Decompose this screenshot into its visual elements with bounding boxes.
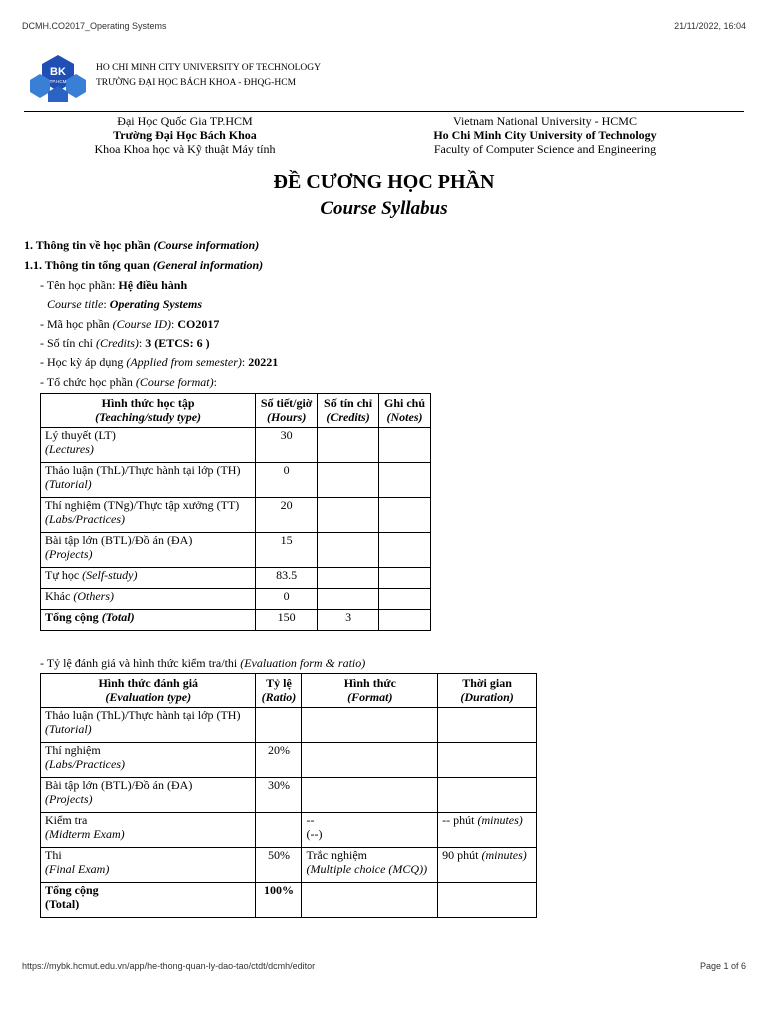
course-id-value: CO2017 — [177, 317, 220, 331]
section-1-en: (Course information) — [153, 238, 260, 252]
vnu-name-en: Vietnam National University - HCMC — [453, 114, 637, 128]
print-url: https://mybk.hcmut.edu.vn/app/he-thong-quan-ly-dao-tao/ctdt/dcmh/editor — [22, 961, 316, 971]
header-hours: Số tiết/giờ (Hours) — [256, 394, 318, 428]
credits-cell — [318, 533, 379, 568]
table-header-row — [41, 394, 431, 428]
hours-cell: 150 — [256, 610, 318, 631]
notes-cell — [379, 589, 431, 610]
faculty-name-vn: Khoa Khoa học và Kỹ thuật Máy tính — [94, 142, 276, 156]
course-name-line — [40, 278, 187, 292]
semester-value: 20221 — [248, 355, 279, 369]
table-total-row — [41, 883, 537, 918]
school-name-en: Ho Chi Minh City University of Technology — [433, 128, 657, 142]
ratio-cell — [256, 708, 302, 743]
study-type-cell: Tổng cộng (Total) — [41, 610, 256, 631]
duration-cell — [438, 778, 537, 813]
course-id-line — [40, 317, 219, 331]
header-duration: Thời gian (Duration) — [438, 674, 537, 708]
credits-cell — [318, 589, 379, 610]
header-evaluation-type: Hình thức đánh giá (Evaluation type) — [41, 674, 256, 708]
format-cell — [302, 708, 438, 743]
course-title-line — [47, 297, 202, 311]
credits-cell — [318, 568, 379, 589]
header-credits: Số tín chỉ (Credits) — [318, 394, 379, 428]
evaluation-type-cell: Bài tập lớn (BTL)/Đồ án (ĐA) (Projects) — [41, 778, 256, 813]
section-1-1-heading — [24, 258, 263, 272]
course-title-label: Course title — [47, 297, 104, 311]
semester-line — [40, 355, 278, 369]
evaluation-intro-en: (Evaluation form & ratio) — [240, 656, 366, 670]
course-format-label-en: (Course format) — [135, 375, 214, 389]
hours-cell: 0 — [256, 589, 318, 610]
hours-cell: 30 — [256, 428, 318, 463]
table-row — [41, 848, 537, 883]
semester-label: - Học kỳ áp dụng — [40, 355, 127, 369]
table-row — [41, 498, 431, 533]
hours-cell: 0 — [256, 463, 318, 498]
table-row — [41, 568, 431, 589]
ratio-cell — [256, 813, 302, 848]
header-right-block — [420, 114, 670, 156]
header-notes: Ghi chú (Notes) — [379, 394, 431, 428]
credits-cell: 3 — [318, 610, 379, 631]
section-1-vn: 1. Thông tin về học phần — [24, 238, 154, 252]
header-ratio: Tỷ lệ (Ratio) — [256, 674, 302, 708]
vnu-name-vn: Đại Học Quốc Gia TP.HCM — [117, 114, 253, 128]
study-type-cell: Thí nghiệm (TNg)/Thực tập xưởng (TT) (Labs/Practices) — [41, 498, 256, 533]
course-id-sep: : — [170, 317, 178, 331]
notes-cell — [379, 498, 431, 533]
evaluation-type-cell: Kiểm tra (Midterm Exam) — [41, 813, 256, 848]
table-header-row — [41, 674, 537, 708]
evaluation-type-cell: Tổng cộng (Total) — [41, 883, 256, 918]
course-format-line — [40, 375, 217, 389]
header-study-type: Hình thức học tập (Teaching/study type) — [41, 394, 256, 428]
course-format-label: - Tổ chức học phần — [40, 375, 136, 389]
document-title: ĐỀ CƯƠNG HỌC PHẦN — [273, 171, 495, 193]
study-type-cell: Khác (Others) — [41, 589, 256, 610]
table-row — [41, 813, 537, 848]
table-row — [41, 533, 431, 568]
duration-cell — [438, 708, 537, 743]
university-name-en: HO CHI MINH CITY UNIVERSITY OF TECHNOLOGY — [96, 63, 321, 73]
semester-label-en: (Applied from semester) — [126, 355, 242, 369]
credits-cell — [318, 498, 379, 533]
evaluation-type-cell: Thí nghiệm (Labs/Practices) — [41, 743, 256, 778]
course-id-label: - Mã học phần — [40, 317, 113, 331]
evaluation-type-cell: Thi (Final Exam) — [41, 848, 256, 883]
logo-subtext: TP.HCM — [49, 79, 67, 84]
course-name-value: Hệ điều hành — [118, 278, 188, 292]
section-1-1-vn: 1.1. Thông tin tổng quan — [24, 258, 153, 272]
credits-value: 3 (ETCS: 6 ) — [145, 336, 210, 350]
table-row — [41, 743, 537, 778]
ratio-cell: 50% — [256, 848, 302, 883]
duration-cell — [438, 883, 537, 918]
ratio-cell: 30% — [256, 778, 302, 813]
section-1-1-en: (General information) — [152, 258, 264, 272]
table-row — [41, 428, 431, 463]
credits-line — [40, 336, 210, 350]
credits-cell — [318, 463, 379, 498]
table-row — [41, 589, 431, 610]
notes-cell — [379, 610, 431, 631]
course-format-sep: : — [213, 375, 217, 389]
evaluation-table — [40, 673, 537, 918]
credits-label-en: (Credits) — [96, 336, 139, 350]
header-format: Hình thức (Format) — [302, 674, 438, 708]
hours-cell: 20 — [256, 498, 318, 533]
hours-cell: 83.5 — [256, 568, 318, 589]
format-cell: -- (--) — [302, 813, 438, 848]
page-number: Page 1 of 6 — [699, 961, 746, 971]
table-total-row — [41, 610, 431, 631]
study-type-cell: Bài tập lớn (BTL)/Đồ án (ĐA) (Projects) — [41, 533, 256, 568]
university-logo — [30, 52, 86, 102]
evaluation-type-cell: Thảo luận (ThL)/Thực hành tại lớp (TH) (Tutorial) — [41, 708, 256, 743]
duration-cell: 90 phút (minutes) — [438, 848, 537, 883]
course-title-sep: : — [103, 297, 110, 311]
ratio-cell: 20% — [256, 743, 302, 778]
course-format-table — [40, 393, 431, 631]
course-name-label: - Tên học phần: — [40, 278, 119, 292]
format-cell: Trắc nghiệm (Multiple choice (MCQ)) — [302, 848, 438, 883]
credits-label: - Số tín chỉ — [40, 336, 96, 350]
table-row — [41, 708, 537, 743]
credits-sep: : — [138, 336, 146, 350]
format-cell — [302, 883, 438, 918]
duration-cell — [438, 743, 537, 778]
print-datetime: 21/11/2022, 16:04 — [674, 21, 746, 31]
notes-cell — [379, 428, 431, 463]
notes-cell — [379, 533, 431, 568]
header-left-block — [60, 114, 310, 156]
table-row — [41, 463, 431, 498]
section-1-heading — [24, 238, 259, 252]
semester-sep: : — [241, 355, 249, 369]
study-type-cell: Tự học (Self-study) — [41, 568, 256, 589]
study-type-cell: Thảo luận (ThL)/Thực hành tại lớp (TH) (Tutorial) — [41, 463, 256, 498]
header-divider — [24, 111, 744, 112]
document-subtitle: Course Syllabus — [320, 198, 448, 219]
ratio-cell: 100% — [256, 883, 302, 918]
print-doc-title: DCMH.CO2017_Operating Systems — [22, 21, 167, 31]
format-cell — [302, 743, 438, 778]
logo-text: BK — [50, 66, 66, 78]
course-title-value: Operating Systems — [109, 297, 203, 311]
table-row — [41, 778, 537, 813]
school-name-vn: Trường Đại Học Bách Khoa — [113, 128, 257, 142]
course-id-label-en: (Course ID) — [112, 317, 171, 331]
faculty-name-en: Faculty of Computer Science and Engineering — [433, 142, 657, 156]
university-name-vn: TRƯỜNG ĐẠI HỌC BÁCH KHOA - ĐHQG-HCM — [96, 78, 297, 88]
format-cell — [302, 778, 438, 813]
credits-cell — [318, 428, 379, 463]
study-type-cell: Lý thuyết (LT) (Lectures) — [41, 428, 256, 463]
notes-cell — [379, 463, 431, 498]
evaluation-intro-line — [40, 656, 365, 670]
duration-cell: -- phút (minutes) — [438, 813, 537, 848]
hours-cell: 15 — [256, 533, 318, 568]
notes-cell — [379, 568, 431, 589]
evaluation-intro-vn: - Tỷ lệ đánh giá và hình thức kiểm tra/thi — [40, 656, 241, 670]
